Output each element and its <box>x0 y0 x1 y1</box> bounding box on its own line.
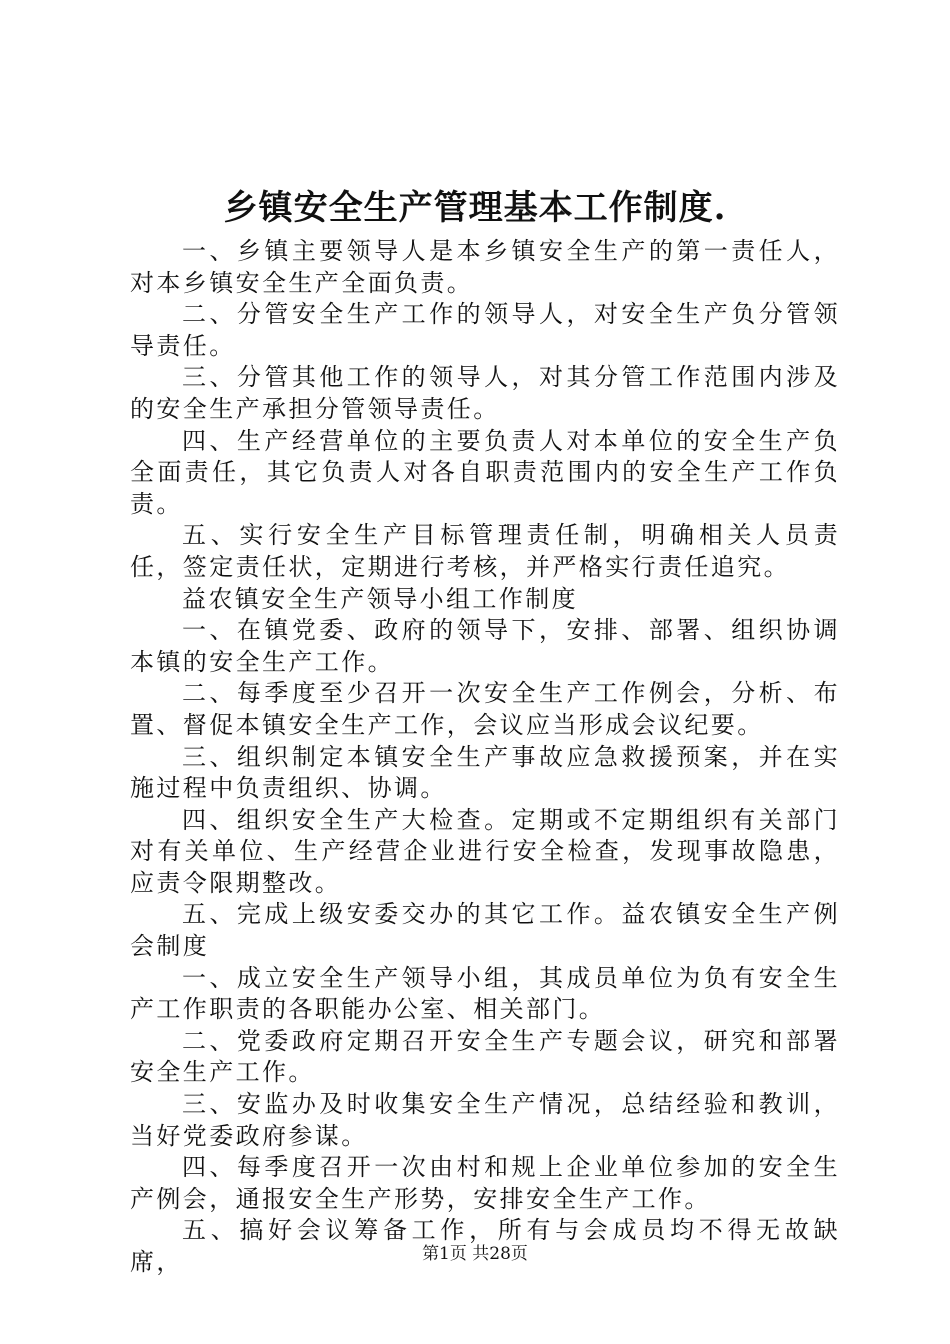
paragraph: 一、成立安全生产领导小组，其成员单位为负有安全生产工作职责的各职能办公室、相关部门。 <box>130 963 840 1024</box>
page-number-indicator: 第1页 共28页 <box>422 1244 528 1264</box>
paragraph: 一、在镇党委、政府的领导下，安排、部署、组织协调本镇的安全生产工作。 <box>130 616 840 676</box>
paragraph: 一、乡镇主要领导人是本乡镇安全生产的第一责任人，对本乡镇安全生产全面负责。 <box>130 237 840 297</box>
paragraph: 三、安监办及时收集安全生产情况，总结经验和教训，当好党委政府参谋。 <box>130 1090 840 1150</box>
document-body <box>130 236 840 1279</box>
paragraph: 二、分管安全生产工作的领导人，对安全生产负分管领导责任。 <box>130 300 840 360</box>
paragraph: 二、党委政府定期召开安全生产专题会议，研究和部署安全生产工作。 <box>130 1026 840 1087</box>
paragraph: 五、搞好会议筹备工作，所有与会成员均不得无故缺席， <box>130 1216 840 1276</box>
paragraph: 二、每季度至少召开一次安全生产工作例会，分析、布置、督促本镇安全生产工作，会议应当形成会议纪要。 <box>130 679 840 739</box>
paragraph: 三、组织制定本镇安全生产事故应急救援预案，并在实施过程中负责组织、协调。 <box>130 742 840 803</box>
paragraph: 五、实行安全生产目标管理责任制，明确相关人员责任，签定责任状，定期进行考核，并严格实行责任追究。 <box>130 521 840 581</box>
paragraph: 三、分管其他工作的领导人，对其分管工作范围内涉及的安全生产承担分管领导责任。 <box>130 363 840 423</box>
paragraph: 四、每季度召开一次由村和规上企业单位参加的安全生产例会，通报安全生产形势，安排安全生产工作。 <box>130 1153 840 1213</box>
paragraph: 四、生产经营单位的主要负责人对本单位的安全生产负全面责任，其它负责人对各自职责范围内的安全生产工作负责。 <box>130 426 840 518</box>
section-heading: 益农镇安全生产领导小组工作制度 <box>182 584 578 613</box>
document-title: 乡镇安全生产管理基本工作制度. <box>223 188 727 228</box>
paragraph: 四、组织安全生产大检查。定期或不定期组织有关部门对有关单位、生产经营企业进行安全检查，发现事故隐患，应责令限期整改。 <box>130 805 840 897</box>
paragraph: 五、完成上级安委交办的其它工作。益农镇安全生产例会制度 <box>130 900 840 961</box>
